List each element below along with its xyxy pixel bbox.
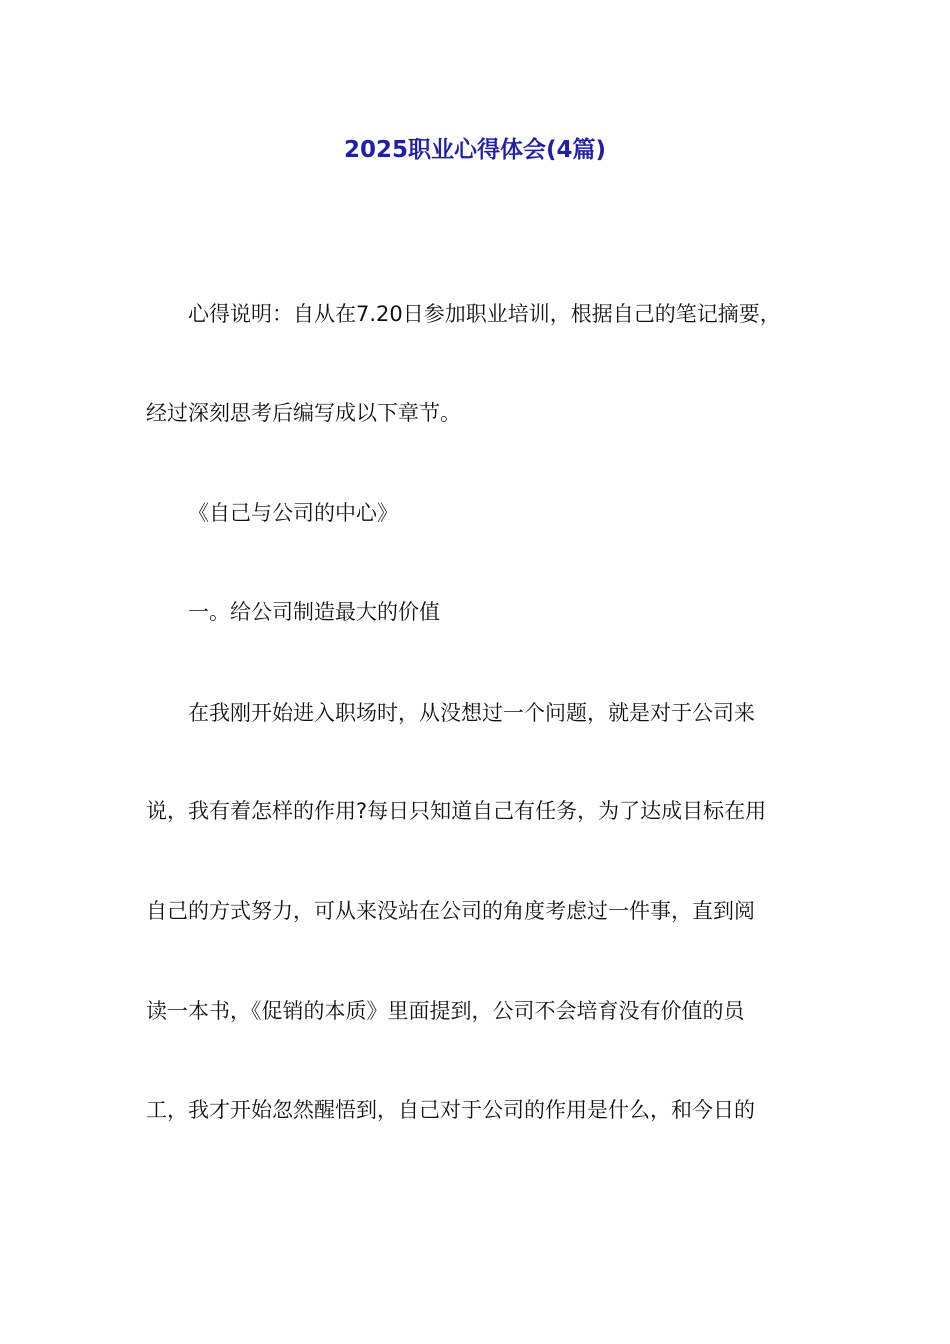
paragraph-line: 工，我才开始忽然醒悟到，自己对于公司的作用是什么，和今日的	[146, 1098, 755, 1122]
paragraph-line: 在我刚开始进入职场时，从没想过一个问题，就是对于公司来	[188, 701, 755, 725]
subsection-heading: 一。给公司制造最大的价值	[188, 600, 440, 624]
paragraph-line: 读一本书，《促销的本质》里面提到，公司不会培育没有价值的员	[146, 999, 745, 1023]
paragraph-line: 说，我有着怎样的作用?每日只知道自己有任务，为了达成目标在用	[146, 799, 767, 823]
document-title: 2025职业心得体会(4篇)	[343, 137, 607, 163]
paragraph-line: 自己的方式努力，可从来没站在公司的角度考虑过一件事，直到阅	[146, 899, 755, 923]
paragraph-line: 心得说明：自从在7.20日参加职业培训，根据自己的笔记摘要，	[188, 302, 781, 326]
section-heading: 《自己与公司的中心》	[188, 501, 398, 525]
paragraph-line: 经过深刻思考后编写成以下章节。	[146, 401, 461, 425]
